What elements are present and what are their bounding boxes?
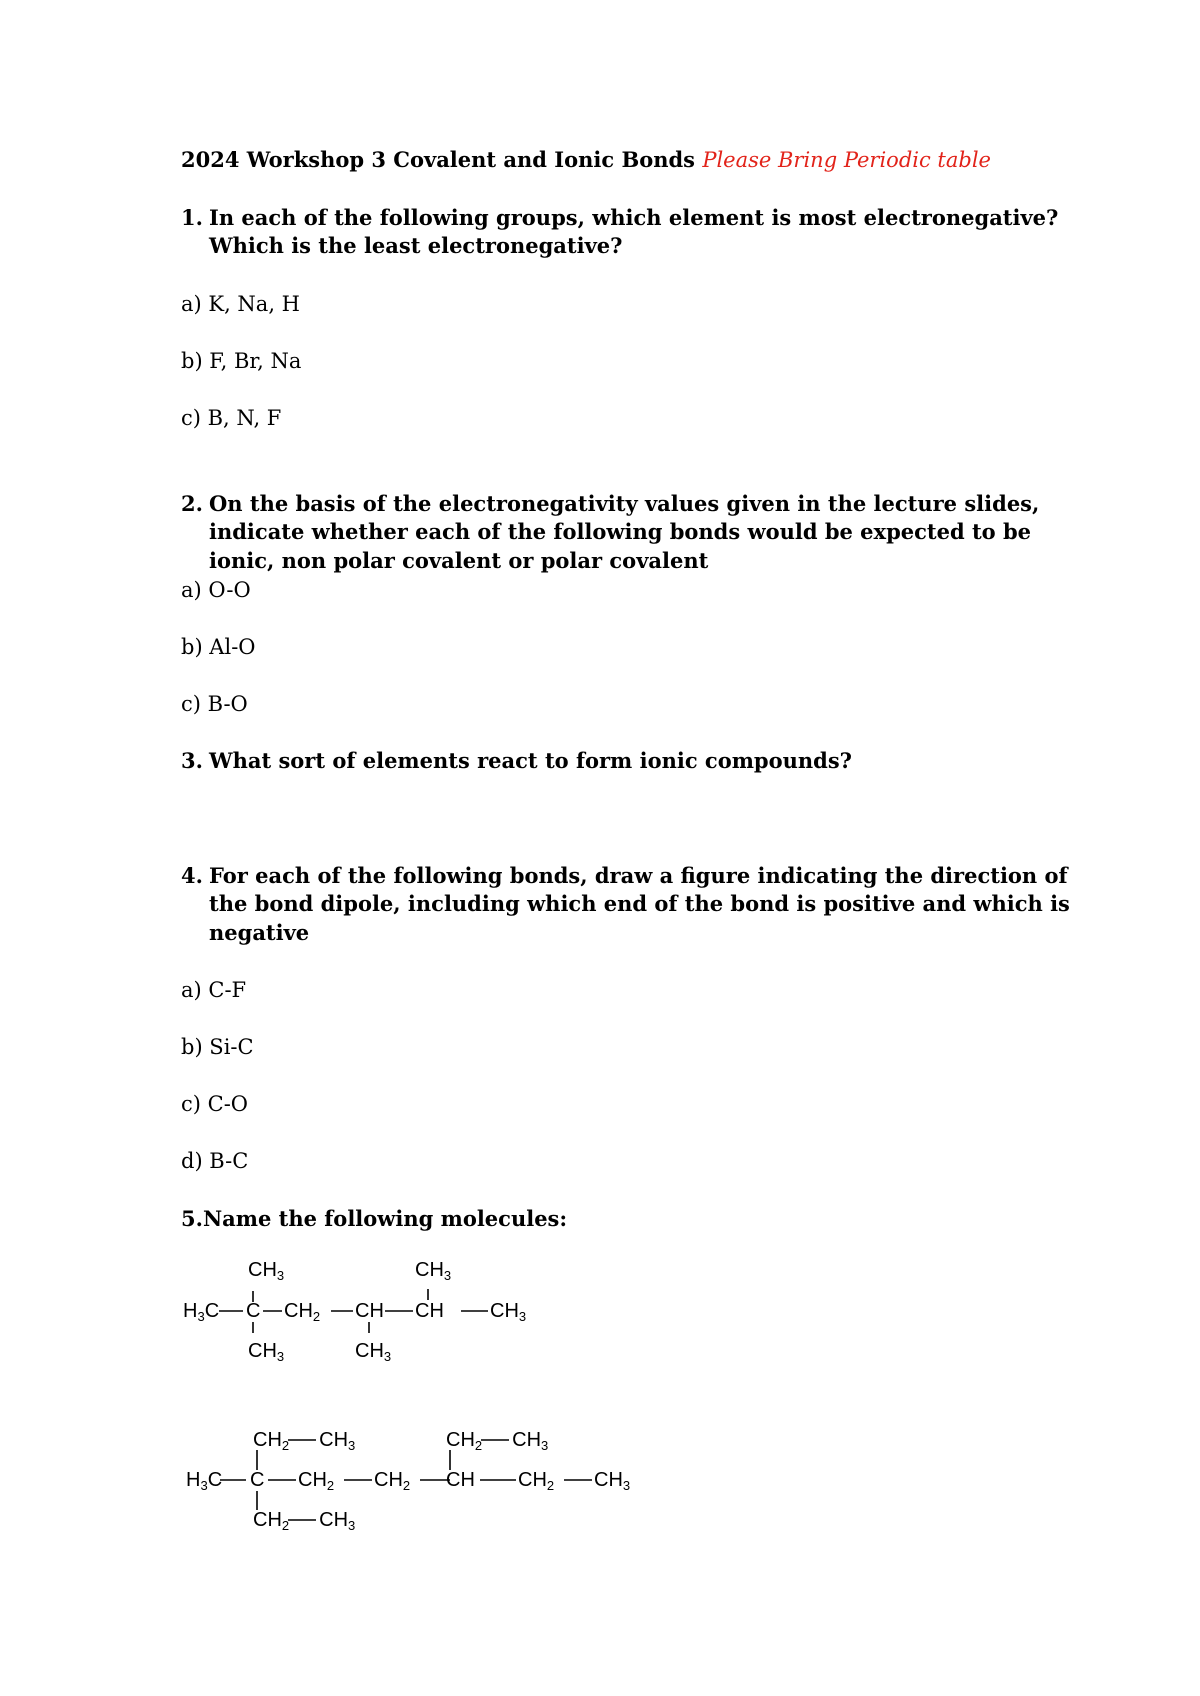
mol1-bottom-right-ch3: $CH_3$ (355, 1340, 392, 1364)
mol1-ch-a: CH (355, 1300, 384, 1322)
question-4-item-a: a) C-F (181, 978, 247, 1002)
mol1-ch-b: CH (415, 1300, 444, 1322)
question-1-number: 1. (181, 205, 203, 230)
document-title (181, 146, 991, 174)
question-2-line1: On the basis of the electronegativity values given in the lecture slides, (209, 491, 1040, 516)
question-2-line2: indicate whether each of the following bonds would be expected to be (209, 519, 1032, 544)
mol2-quaternary-c: C (250, 1469, 265, 1491)
mol2-bottom-ethyl: $CH_2$ $CH_3$ (253, 1509, 356, 1533)
question-5-number: 5. (181, 1206, 203, 1231)
mol2-ch3-end: $CH_3$ (594, 1469, 631, 1493)
mol2-ch2-b: $CH_2$ (374, 1469, 411, 1493)
mol1-ch2: $CH_2$ (284, 1300, 321, 1324)
mol1-top-left-ch3: $CH_3$ (248, 1259, 285, 1283)
question-4 (181, 862, 1068, 890)
question-4-line2: the bond dipole, including which end of the bond is positive and which is (209, 891, 1070, 916)
title-note: Please Bring Periodic table (702, 148, 991, 172)
title-main: 2024 Workshop 3 Covalent and Ionic Bonds (181, 147, 695, 172)
mol2-h3c: $H_3C$ (186, 1469, 223, 1493)
question-3-text: What sort of elements react to form ionic compounds? (209, 748, 852, 773)
question-4-item-d: d) B-C (181, 1149, 249, 1173)
mol2-ch: CH (446, 1469, 475, 1491)
mol1-bottom-left-ch3: $CH_3$ (248, 1340, 285, 1364)
question-1-line1: In each of the following groups, which element is most electronegative? (209, 205, 1059, 230)
question-2-item-c: c) B-O (181, 692, 248, 716)
question-2-item-b: b) Al-O (181, 635, 256, 659)
mol1-quaternary-c: C (246, 1300, 261, 1322)
mol1-top-right-ch3: $CH_3$ (415, 1259, 452, 1283)
question-4-item-b: b) Si-C (181, 1035, 254, 1059)
mol2-ch2-c: $CH_2$ (518, 1469, 555, 1493)
question-3-number: 3. (181, 748, 203, 773)
question-5 (181, 1205, 567, 1233)
question-4-number: 4. (181, 863, 203, 888)
question-3 (181, 747, 852, 775)
question-2-item-a: a) O-O (181, 578, 251, 602)
question-1 (181, 204, 1058, 232)
mol1-ch3-end: $CH_3$ (490, 1300, 527, 1324)
question-4-item-c: c) C-O (181, 1092, 249, 1116)
mol2-top-right-ethyl: $CH_2$ $CH_3$ (446, 1429, 549, 1453)
question-1-line2: Which is the least electronegative? (209, 233, 623, 258)
question-2-number: 2. (181, 491, 203, 516)
question-2-line3: ionic, non polar covalent or polar covalent (209, 548, 709, 573)
mol2-ch2-a: $CH_2$ (298, 1469, 335, 1493)
question-1-item-b: b) F, Br, Na (181, 349, 302, 373)
mol1-h3c: $H_3C$ (183, 1300, 220, 1324)
question-1-item-a: a) K, Na, H (181, 292, 300, 316)
question-5-text: Name the following molecules: (202, 1206, 568, 1231)
question-1-item-c: c) B, N, F (181, 406, 282, 430)
question-4-line1: For each of the following bonds, draw a figure indicating the direction of (209, 863, 1068, 888)
question-4-line3: negative (209, 920, 310, 945)
question-2 (181, 490, 1039, 518)
mol2-top-left-ethyl: $CH_2$ $CH_3$ (253, 1429, 356, 1453)
